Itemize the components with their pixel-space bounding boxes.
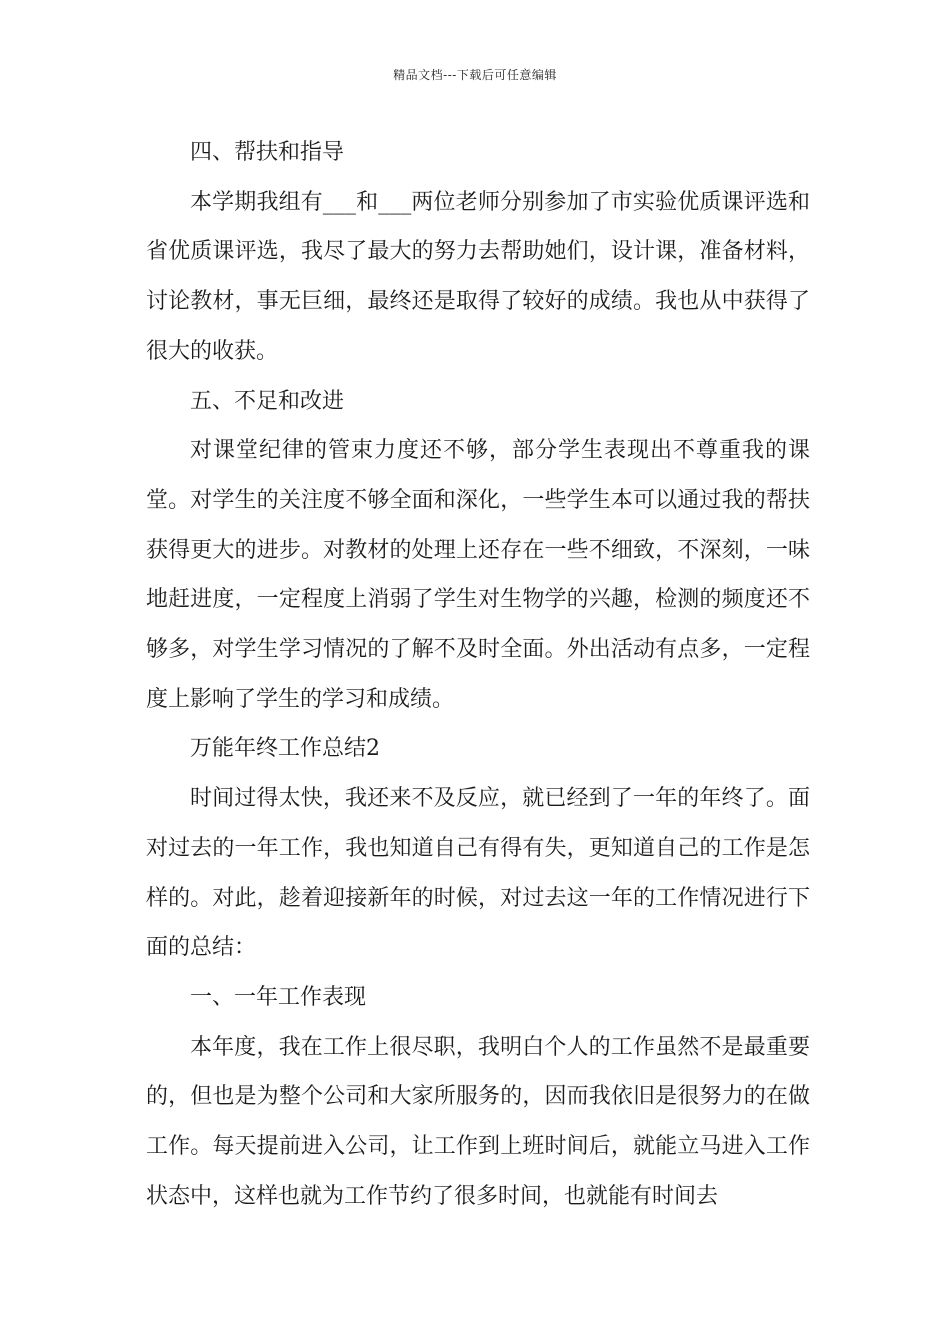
paragraph-shortcomings: 对课堂纪律的管束力度还不够，部分学生表现出不尊重我的课堂。对学生的关注度不够全面和深化，一些学生本可以通过我的帮扶获得更大的进步。对教材的处理上还存在一些不细致，不深刻，一味地赶进度，一定程度上消弱了学生对生物学的兴趣，检测的频度还不够多，对学生学习情况的了解不及时全面。外出活动有点多，一定程度上影响了学生的学习和成绩。 [146, 438, 810, 712]
section-heading-performance: 一、一年工作表现 [190, 984, 367, 1010]
paragraph-assistance: 本学期我组有___和___两位老师分别参加了市实验优质课评选和省优质课评选，我尽了最大的努力去帮助她们，设计课，准备材料，讨论教材，事无巨细，最终还是取得了较好的成绩。我也从中获得了很大的收获。 [146, 189, 810, 364]
section-heading-shortcomings: 五、不足和改进 [190, 388, 345, 414]
document-title-2: 万能年终工作总结2 [190, 736, 380, 762]
page-header: 精品文档---下载后可任意编辑 [393, 68, 557, 82]
paragraph-intro: 时间过得太快，我还来不及反应，就已经到了一年的年终了。面对过去的一年工作，我也知道自己有得有失，更知道自己的工作是怎样的。对此，趁着迎接新年的时候，对过去这一年的工作情况进行下面的总结： [146, 786, 810, 961]
paragraph-performance: 本年度，我在工作上很尽职，我明白个人的工作虽然不是最重要的，但也是为整个公司和大家所服务的，因而我依旧是很努力的在做工作。每天提前进入公司，让工作到上班时间后，就能立马进入工作状态中，这样也就为工作节约了很多时间，也就能有时间去 [146, 1034, 810, 1209]
document-body [146, 128, 810, 1221]
section-heading-assistance: 四、帮扶和指导 [190, 140, 345, 165]
